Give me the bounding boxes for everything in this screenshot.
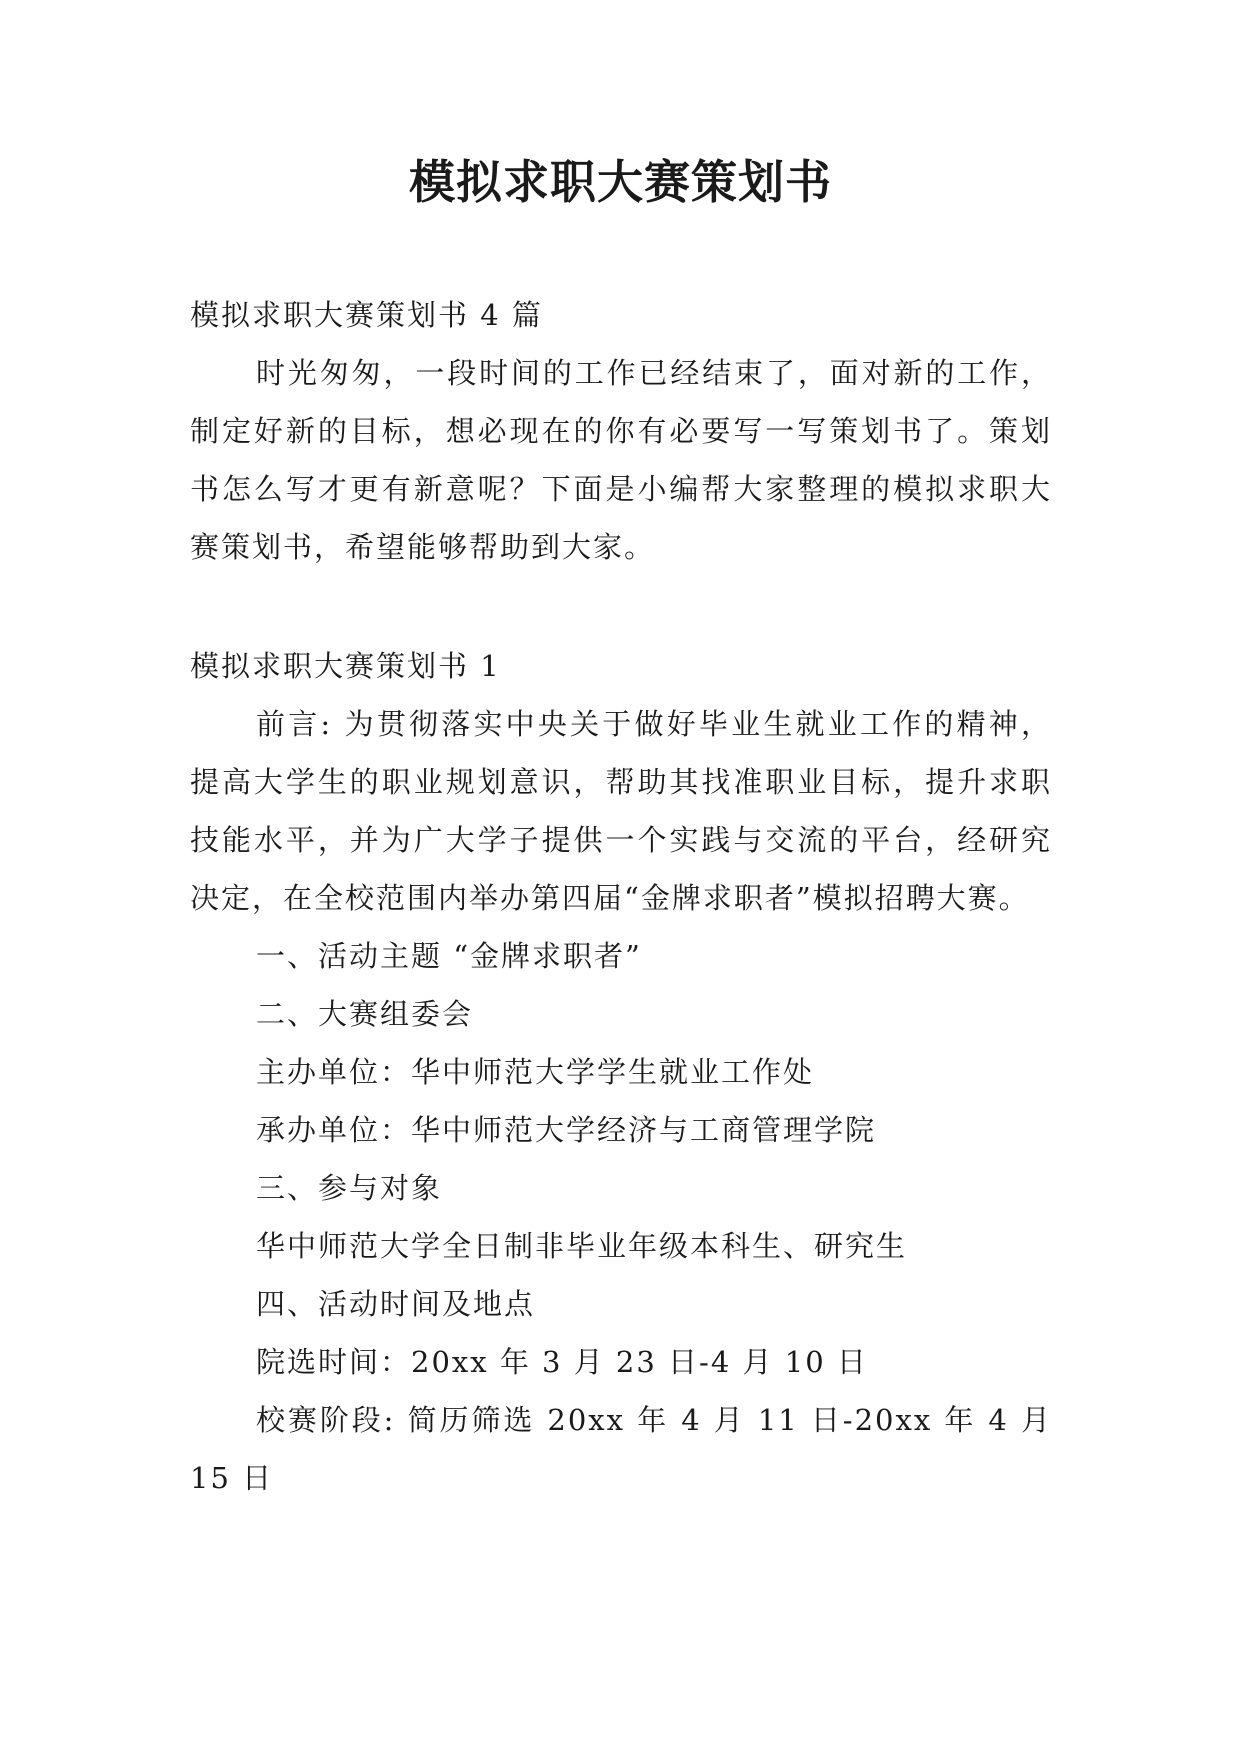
school-stage-time: 校赛阶段: 简历筛选 20xx 年 4 月 11 日-20xx 年 4 月 15 日 — [190, 1403, 1052, 1495]
document-subtitle-block — [190, 286, 1052, 344]
organizer-unit: 承办单位：华中师范大学经济与工商管理学院 — [256, 1113, 877, 1147]
section-heading: 模拟求职大赛策划书 1 — [190, 649, 501, 683]
participants-text: 华中师范大学全日制非毕业年级本科生、研究生 — [256, 1229, 908, 1263]
time-place-heading: 四、活动时间及地点 — [256, 1287, 536, 1321]
intro-paragraph: 时光匆匆，一段时间的工作已经结束了，面对新的工作，制定好新的目标，想必现在的你有必要写一写策划书了。策划书怎么写才更有新意呢？下面是小编帮大家整理的模拟求职大赛策划书，希望能够帮助到大家。 — [190, 356, 1052, 564]
section-1 — [190, 637, 1052, 1507]
document-title: 模拟求职大赛策划书 — [409, 155, 832, 209]
host-unit: 主办单位：华中师范大学学生就业工作处 — [256, 1055, 815, 1089]
document-subtitle: 模拟求职大赛策划书 4 篇 — [190, 298, 543, 332]
activity-theme: 一、活动主题 “金牌求职者” — [256, 939, 642, 973]
committee-heading: 二、大赛组委会 — [256, 997, 474, 1031]
intro-block — [190, 344, 1052, 576]
participants-heading: 三、参与对象 — [256, 1171, 443, 1205]
preface-paragraph: 前言: 为贯彻落实中央关于做好毕业生就业工作的精神，提高大学生的职业规划意识，帮助其找准职业目标，提升求职技能水平，并为广大学子提供一个实践与交流的平台，经研究决定，在全校范围内举办第四届“金牌求职者”模拟招聘大赛。 — [190, 707, 1052, 915]
college-selection-time: 院选时间：20xx 年 3 月 23 日-4 月 10 日 — [256, 1345, 868, 1379]
